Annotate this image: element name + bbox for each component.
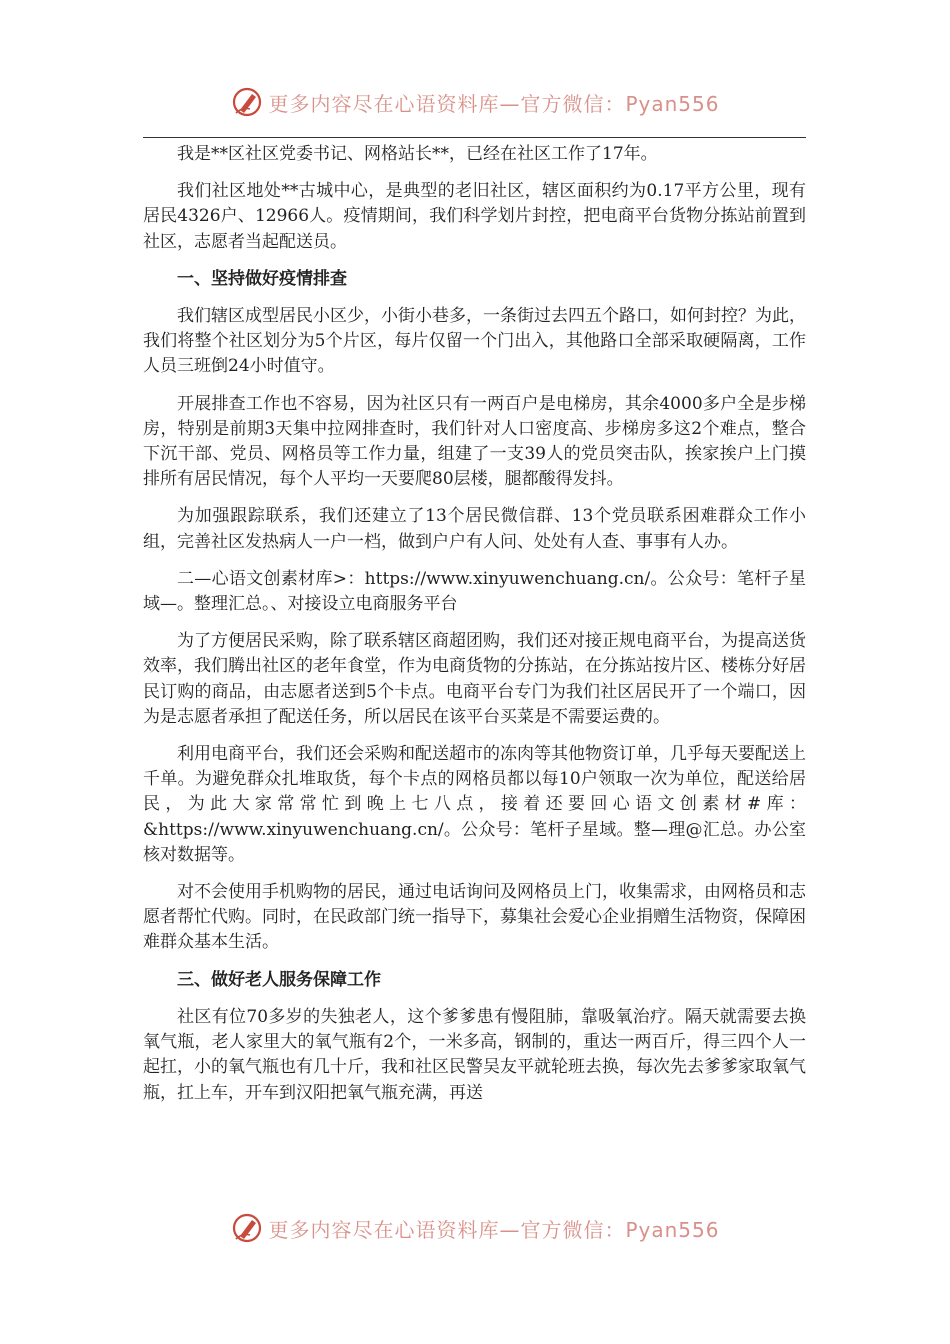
paragraph: 我是**区社区党委书记、网格站长**，已经在社区工作了17年。 <box>177 144 658 164</box>
paragraph: 利用电商平台，我们还会采购和配送超市的冻肉等其他物资订单，几乎每天要配送上千单。为避免群众扎堆取货，每个卡点的网格员都以每10户领取一次为单位，配送给居民，为此大家常常忙到晚上七八点，接着还要回心语文创素材#库：&https://www.xinyuwenchuang.cn/。公众号：笔杆子星域。整—理@汇总。办公室核对数据等。 <box>143 744 806 865</box>
section-heading: 三、做好老人服务保障工作 <box>177 969 381 990</box>
footer-banner-text: 更多内容尽在心语资料库—官方微信：Pyan556 <box>268 1217 720 1242</box>
paragraph: 我们社区地处**古城中心，是典型的老旧社区，辖区面积约为0.17平方公里，现有居民4326户、12966人。疫情期间，我们科学划片封控，把电商平台货物分拣站前置到社区，志愿者当起配送员。 <box>143 181 806 252</box>
paragraph: 社区有位70多岁的失独老人，这个爹爹患有慢阻肺，靠吸氧治疗。隔天就需要去换氧气瓶，老人家里大的氧气瓶有2个，一米多高，钢制的，重达一两百斤，得三四个人一起扛，小的氧气瓶也有几十斤，我和社区民警吴友平就轮班去换，每次先去爹爹家取氧气瓶，扛上车，开车到汉阳把氧气瓶充满，再送 <box>143 1006 806 1103</box>
paragraph: 我们辖区成型居民小区少，小街小巷多，一条街过去四五个路口，如何封控？为此，我们将整个社区划分为5个片区，每片仅留一个门出入，其他路口全部采取硬隔离，工作人员三班倒24小时值守。 <box>143 306 806 377</box>
header-divider <box>143 137 806 138</box>
paragraph: 二—心语文创素材库>：https://www.xinyuwenchuang.cn/。公众号：笔杆子星域—。整理汇总。、对接设立电商服务平台 <box>143 568 806 615</box>
pen-logo-icon <box>230 1211 264 1245</box>
pen-logo-icon <box>230 85 264 119</box>
paragraph: 为了方便居民采购，除了联系辖区商超团购，我们还对接正规电商平台，为提高送货效率，我们腾出社区的老年食堂，作为电商货物的分拣站，在分拣站按片区、楼栋分好居民订购的商品，由志愿者送到5个卡点。电商平台专门为我们社区居民开了一个端口，因为是志愿者承担了配送任务，所以居民在该平台买菜是不需要运费的。 <box>143 631 806 727</box>
paragraph: 开展排查工作也不容易，因为社区只有一两百户是电梯房，其余4000多户全是步梯房，特别是前期3天集中拉网排查时，我们针对人口密度高、步梯房多这2个难点，整合下沉干部、党员、网格员等工作力量，组建了一支39人的党员突击队，挨家挨户上门摸排所有居民情况，每个人平均一天要爬80层楼，腿都酸得发抖。 <box>143 393 806 490</box>
header-banner-text: 更多内容尽在心语资料库—官方微信：Pyan556 <box>268 91 720 116</box>
document-body <box>143 142 806 1118</box>
paragraph: 对不会使用手机购物的居民，通过电话询问及网格员上门，收集需求，由网格员和志愿者帮忙代购。同时，在民政部门统一指导下，募集社会爱心企业捐赠生活物资，保障困难群众基本生活。 <box>143 882 806 953</box>
paragraph: 为加强跟踪联系，我们还建立了13个居民微信群、13个党员联系困难群众工作小组，完善社区发热病人一户一档，做到户户有人问、处处有人查、事事有人办。 <box>143 506 806 552</box>
header-banner <box>0 82 950 122</box>
section-heading: 一、坚持做好疫情排查 <box>177 268 347 289</box>
footer-banner <box>0 1208 950 1248</box>
